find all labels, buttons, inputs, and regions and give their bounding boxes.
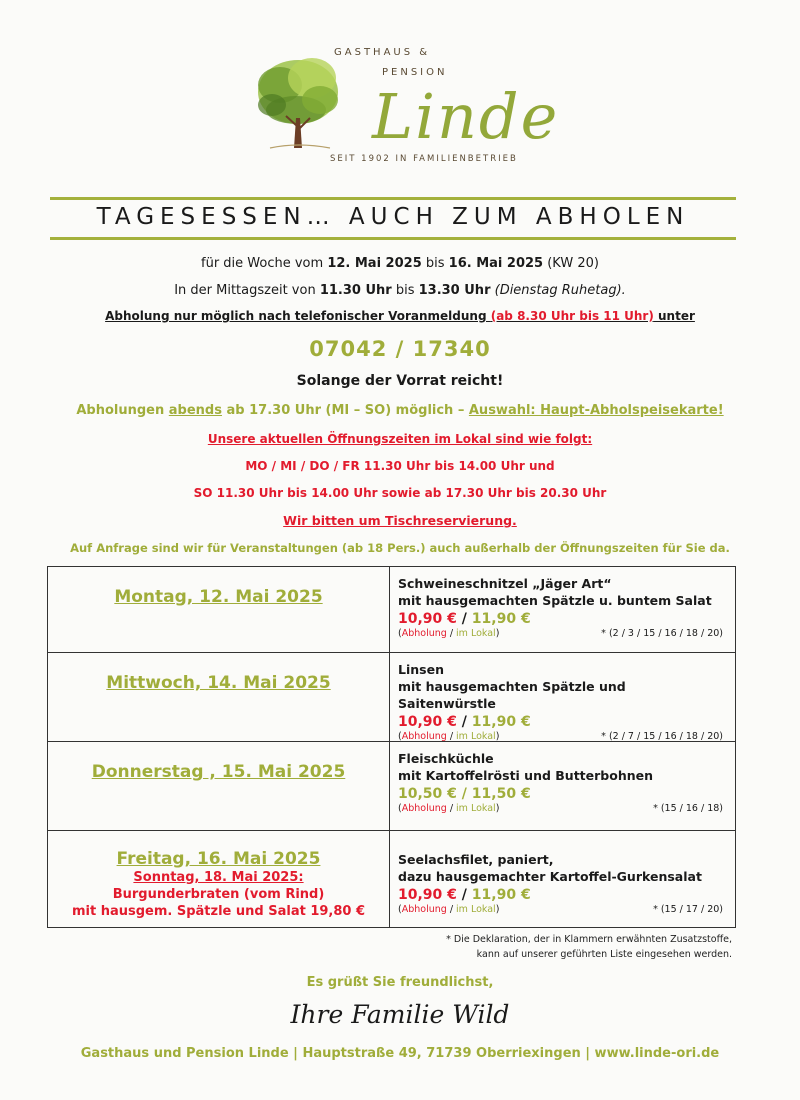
- allergen-footnote: [446, 932, 732, 962]
- evening-mid: ab 17.30 Uhr (MI – SO) möglich –: [221, 403, 469, 418]
- price-pickup: 10,50 €: [398, 786, 457, 802]
- lunch-end: 13.30 Uhr: [418, 283, 491, 298]
- label-sep: /: [446, 731, 457, 742]
- price-pickup: 10,90 €: [398, 887, 457, 903]
- dish-cell: [390, 831, 735, 927]
- pickup-post: unter: [653, 309, 695, 323]
- dish-cell: [390, 653, 735, 741]
- price-dine: 11,90 €: [471, 887, 531, 903]
- dish-cell: [390, 742, 735, 830]
- menu-table: [47, 566, 736, 928]
- signature: Ihre Familie Wild: [290, 1000, 510, 1029]
- dish-side: dazu hausgemachter Kartoffel-Gurkensalat: [398, 869, 702, 884]
- brand-logo: [250, 30, 560, 170]
- dish-price: [398, 887, 725, 903]
- dish-side: mit hausgemachten Spätzle und Saitenwürstle: [398, 679, 626, 711]
- footer-contact: Gasthaus und Pension Linde | Hauptstraße 49, 71739 Oberriexingen | www.linde-ori.de: [80, 1046, 720, 1061]
- lunch-mid: bis: [391, 283, 419, 298]
- label-pickup: Abholung: [401, 731, 447, 742]
- brand-line1: GASTHAUS &: [334, 47, 431, 58]
- table-row: [48, 567, 735, 652]
- special-line2: mit hausgem. Spätzle und Salat 19,80 €: [71, 904, 366, 919]
- label-dine: im Lokal: [456, 904, 496, 915]
- footnote-line2: kann auf unserer geführten Liste eingesehen werden.: [476, 949, 732, 960]
- dish-meta: (Abholung / im Lokal) * (15 / 17 / 20): [398, 904, 723, 915]
- label-dine: im Lokal: [456, 731, 496, 742]
- week-to: 16. Mai 2025: [448, 256, 544, 271]
- pickup-window: (ab 8.30 Uhr bis 11 Uhr): [490, 309, 654, 323]
- dish-side: mit Kartoffelrösti und Butterbohnen: [398, 768, 654, 783]
- week-pre: für die Woche vom: [201, 256, 328, 271]
- evening-menu-link: Auswahl: Haupt-Abholspeisekarte!: [468, 403, 724, 418]
- dish-meta: (Abholung / im Lokal) * (2 / 7 / 15 / 16 / 18 / 20): [398, 731, 723, 742]
- price-sep: /: [456, 887, 472, 903]
- hours-sunday: SO 11.30 Uhr bis 14.00 Uhr sowie ab 17.30 Uhr bis 20.30 Uhr: [193, 486, 607, 500]
- day-cell: [48, 653, 390, 741]
- label-dine: im Lokal: [456, 803, 496, 814]
- day-cell: [48, 831, 390, 927]
- lunch-pre: In der Mittagszeit von: [174, 283, 320, 298]
- label-sep: /: [446, 803, 457, 814]
- price-sep: /: [456, 786, 472, 802]
- price-sep: /: [456, 611, 472, 627]
- day-cell: [48, 742, 390, 830]
- dish-price: [398, 786, 725, 802]
- week-post: (KW 20): [543, 256, 599, 271]
- dish-cell: [390, 567, 735, 652]
- footnote-line1: * Die Deklaration, der in Klammern erwähnten Zusatzstoffe,: [446, 934, 732, 945]
- price-pickup: 10,90 €: [398, 714, 457, 730]
- brand-name: Linde: [372, 80, 560, 153]
- dish-meta: (Abholung / im Lokal) * (15 / 16 / 18): [398, 803, 723, 814]
- dish-name: Seelachsfilet, paniert,: [398, 852, 554, 867]
- label-pickup: Abholung: [401, 628, 447, 639]
- price-dine: 11,50 €: [471, 786, 531, 802]
- reservation-note: Wir bitten um Tischreservierung.: [283, 513, 517, 528]
- day-label: Freitag, 16. Mai 2025: [116, 849, 321, 869]
- evening-pre: Abholungen: [76, 403, 169, 418]
- pickup-text: Abholung nur möglich nach telefonischer Voranmeldung: [105, 309, 491, 323]
- dish-meta: (Abholung / im Lokal) * (2 / 3 / 15 / 16 / 18 / 20): [398, 628, 723, 639]
- label-sep: /: [446, 628, 457, 639]
- lunch-line: [0, 283, 800, 298]
- table-row: [48, 652, 735, 741]
- headline: TAGESESSEN… AUCH ZUM ABHOLEN: [96, 204, 690, 230]
- day-cell: [48, 567, 390, 652]
- week-line: [0, 256, 800, 271]
- table-row: [48, 830, 735, 927]
- evening-line: [0, 403, 800, 418]
- price-pickup: 10,90 €: [398, 611, 457, 627]
- table-row: [48, 741, 735, 830]
- headline-rule-top: [50, 197, 736, 200]
- label-pickup: Abholung: [401, 803, 447, 814]
- pickup-line: [0, 309, 800, 323]
- dish-side: mit hausgemachten Spätzle u. buntem Salat: [398, 593, 712, 608]
- hours-title: Unsere aktuellen Öffnungszeiten im Lokal sind wie folgt:: [207, 432, 593, 446]
- brand-line2: PENSION: [382, 67, 448, 78]
- allergen-codes: * (15 / 16 / 18): [653, 803, 723, 814]
- special-title: Sonntag, 18. Mai 2025:: [133, 870, 304, 885]
- label-sep: /: [446, 904, 457, 915]
- week-mid: bis: [421, 256, 449, 271]
- allergen-codes: * (2 / 3 / 15 / 16 / 18 / 20): [601, 628, 723, 639]
- sunday-special: [48, 869, 389, 920]
- dish-price: [398, 714, 725, 730]
- allergen-codes: * (15 / 17 / 20): [653, 904, 723, 915]
- allergen-codes: * (2 / 7 / 15 / 16 / 18 / 20): [601, 731, 723, 742]
- brand-since: SEIT 1902 IN FAMILIENBETRIEB: [330, 154, 518, 164]
- dish-name: Fleischküchle: [398, 751, 494, 766]
- label-dine: im Lokal: [456, 628, 496, 639]
- hours-weekdays: MO / MI / DO / FR 11.30 Uhr bis 14.00 Uhr und: [245, 459, 555, 473]
- headline-rule-bottom: [50, 237, 736, 240]
- price-dine: 11,90 €: [471, 714, 531, 730]
- dish-name: Linsen: [398, 662, 444, 677]
- lunch-start: 11.30 Uhr: [319, 283, 392, 298]
- price-sep: /: [456, 714, 472, 730]
- events-note: Auf Anfrage sind wir für Veranstaltungen (ab 18 Pers.) auch außerhalb der Öffnungszeiten für Sie da.: [70, 541, 730, 555]
- label-pickup: Abholung: [401, 904, 447, 915]
- phone-number[interactable]: 07042 / 17340: [309, 337, 491, 361]
- greeting: Es grüßt Sie freundlichst,: [306, 975, 494, 990]
- week-from: 12. Mai 2025: [327, 256, 422, 271]
- lunch-note: (Dienstag Ruhetag).: [490, 283, 626, 298]
- day-label: Mittwoch, 14. Mai 2025: [106, 673, 331, 693]
- price-dine: 11,90 €: [471, 611, 531, 627]
- special-line1: Burgunderbraten (vom Rind): [112, 887, 325, 902]
- evening-abends: abends: [168, 403, 222, 418]
- dish-price: [398, 611, 725, 627]
- stock-note: Solange der Vorrat reicht!: [296, 373, 504, 389]
- day-label: Donnerstag , 15. Mai 2025: [91, 762, 346, 782]
- day-label: Montag, 12. Mai 2025: [114, 587, 323, 607]
- dish-name: Schweineschnitzel „Jäger Art“: [398, 576, 612, 591]
